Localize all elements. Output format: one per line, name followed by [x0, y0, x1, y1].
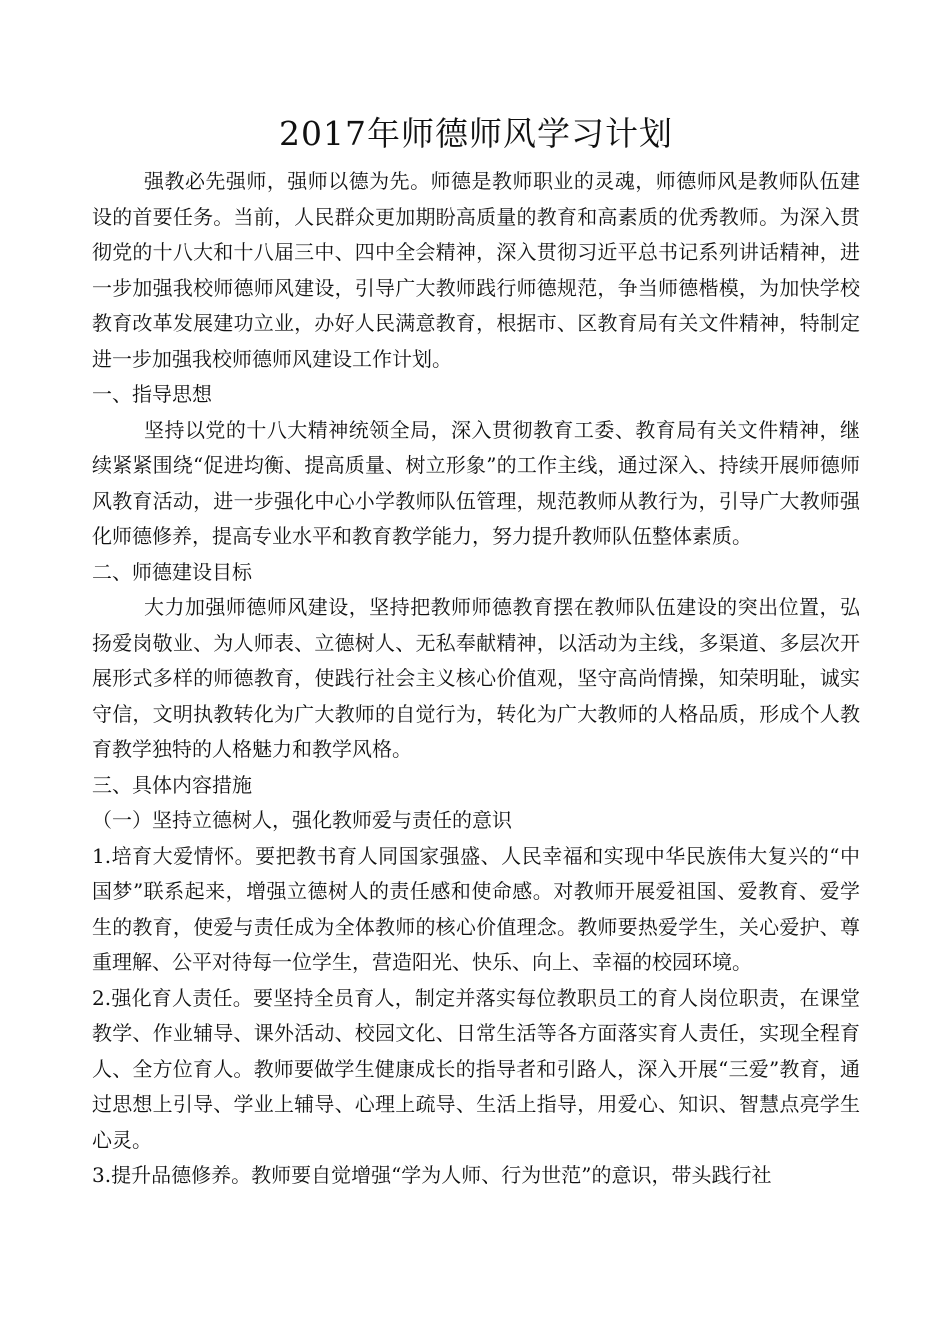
section1-heading: 一、指导思想 — [92, 382, 212, 406]
document-title: 2017年师德师风学习计划 — [279, 114, 673, 153]
intro-paragraph: 强教必先强师，强师以德为先。师德是教师职业的灵魂，师德师风是教师队伍建设的首要任务。当前，人民群众更加期盼高质量的教育和高素质的优秀教师。为深入贯彻党的十八大和十八届三中、四中全会精神，深入贯彻习近平总书记系列讲话精神，进一步加强我校师德师风建设，引导广大教师践行师德规范，争当师德楷模，为加快学校教育改革发展建功立业，办好人民满意教育，根据市、区教育局有关文件精神，特制定进一步加强我校师德师风建设工作计划。 — [92, 169, 860, 371]
section2-paragraph: 大力加强师德师风建设，坚持把教师师德教育摆在教师队伍建设的突出位置，弘扬爱岗敬业、为人师表、立德树人、无私奉献精神，以活动为主线，多渠道、多层次开展形式多样的师德教育，使践行社会主义核心价值观，坚守高尚情操，知荣明耻，诚实守信，文明执教转化为广大教师的自觉行为，转化为广大教师的人格品质，形成个人教育教学独特的人格魅力和教学风格。 — [92, 595, 860, 761]
section2-heading: 二、师德建设目标 — [92, 559, 252, 584]
section1-paragraph: 坚持以党的十八大精神统领全局，深入贯彻教育工委、教育局有关文件精神，继续紧紧围绕“促进均衡、提高质量、树立形象”的工作主线，通过深入、持续开展师德师风教育活动，进一步强化中心小学教师队伍管理，规范教师从教行为，引导广大教师强化师德修养，提高专业水平和教育教学能力，努力提升教师队伍整体素质。 — [92, 417, 860, 548]
list-item: 3.提升品德修养。教师要自觉增强“学为人师、行为世范”的意识，带头践行社 — [92, 1163, 772, 1187]
document-page — [92, 108, 860, 1194]
section3-heading: 三、具体内容措施 — [92, 772, 252, 797]
list-item: 1.培育大爱情怀。要把教书育人同国家强盛、人民幸福和实现中华民族伟大复兴的“中国梦”联系起来，增强立德树人的责任感和使命感。对教师开展爱祖国、爱教育、爱学生的教育，使爱与责任成为全体教师的核心价值理念。教师要热爱学生，关心爱护、尊重理解、公平对待每一位学生，营造阳光、快乐、向上、幸福的校园环境。 — [92, 843, 860, 974]
list-item: 2.强化育人责任。要坚持全员育人，制定并落实每位教职员工的育人岗位职责，在课堂教学、作业辅导、课外活动、校园文化、日常生活等各方面落实育人责任，实现全程育人、全方位育人。教师要做学生健康成长的指导者和引路人，深入开展“三爱”教育，通过思想上引导、学业上辅导、心理上疏导、生活上指导，用爱心、知识、智慧点亮学生心灵。 — [92, 985, 860, 1152]
section3-subheading: （一）坚持立德树人，强化教师爱与责任的意识 — [92, 808, 512, 832]
